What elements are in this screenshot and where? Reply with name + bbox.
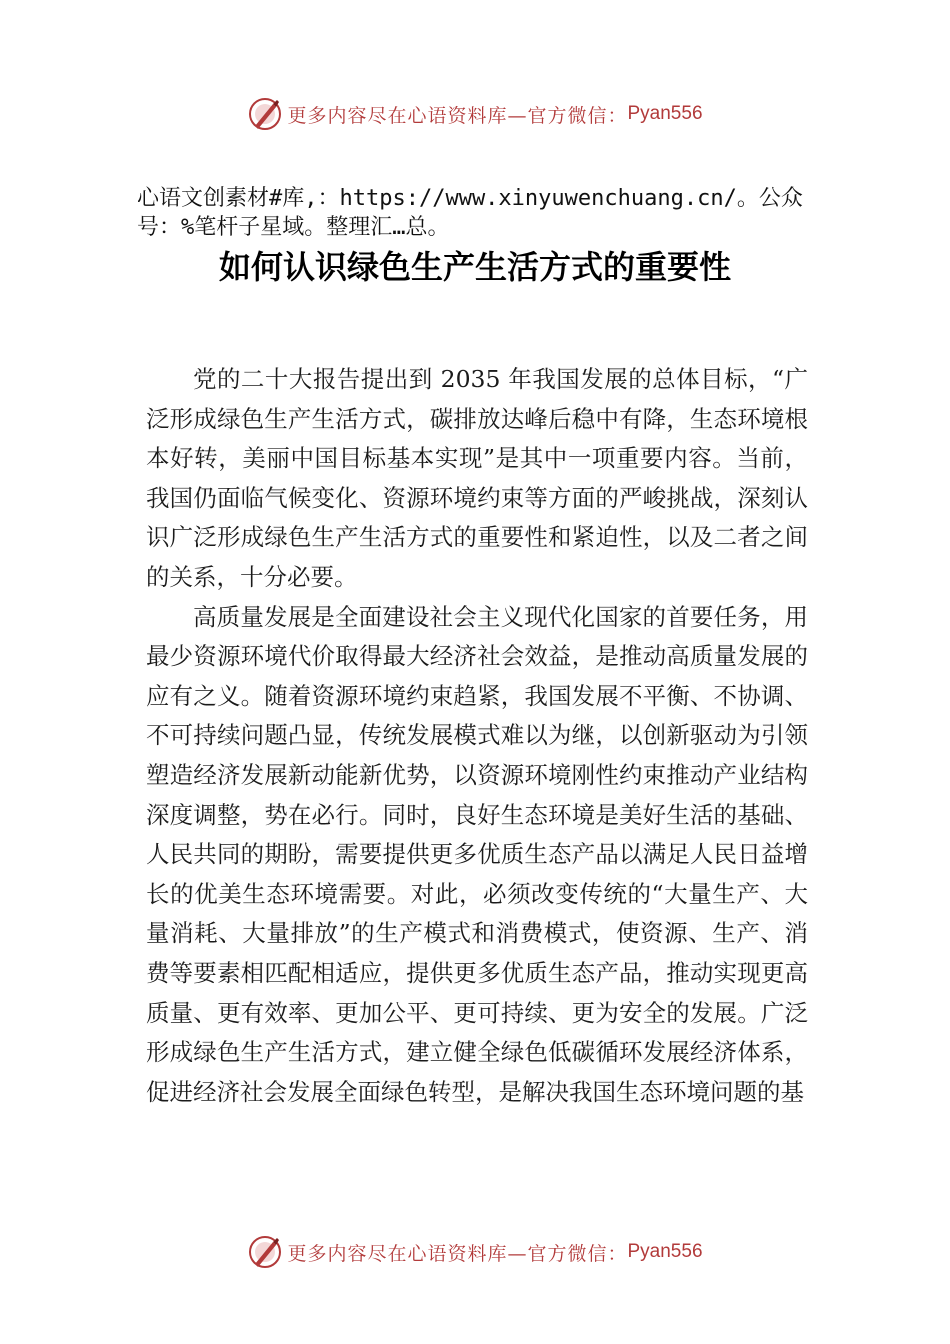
- paragraph: 党的二十大报告提出到 2035 年我国发展的总体目标，“广泛形成绿色生产生活方式，碳排放达峰后稳中有降，生态环境根本好转，美丽中国目标基本实现”是其中一项重要内容。当前，我国仍面临气候变化、资源环境约束等方面的严峻挑战，深刻认识广泛形成绿色生产生活方式的重要性和紧迫性，以及二者之间的关系，十分必要。: [146, 365, 808, 591]
- pen-logo-icon: [247, 96, 283, 132]
- document-body: [146, 360, 808, 1112]
- wechat-id: Pyan556: [627, 103, 703, 124]
- footer-banner: [0, 1232, 950, 1272]
- pen-logo-icon: [247, 1234, 283, 1270]
- banner-text: 更多内容尽在心语资料库—官方微信：: [287, 104, 628, 127]
- document-title: 如何认识绿色生产生活方式的重要性: [218, 248, 731, 286]
- paragraph: 高质量发展是全面建设社会主义现代化国家的首要任务，用最少资源环境代价取得最大经济社会效益，是推动高质量发展的应有之义。随着资源环境约束趋紧，我国发展不平衡、不协调、不可持续问题凸显，传统发展模式难以为继，以创新驱动为引领塑造经济发展新动能新优势，以资源环境刚性约束推动产业结构深度调整，势在必行。同时，良好生态环境是美好生活的基础、人民共同的期盼，需要提供更多优质生态产品以满足人民日益增长的优美生态环境需要。对此，必须改变传统的“大量生产、大量消耗、大量排放”的生产模式和消费模式，使资源、生产、消费等要素相匹配相适应，提供更多优质生态产品，推动实现更高质量、更有效率、更加公平、更可持续、更为安全的发展。广泛形成绿色生产生活方式，建立健全绿色低碳循环发展经济体系，促进经济社会发展全面绿色转型，是解决我国生态环境问题的基: [146, 602, 808, 1106]
- source-note: 心语文创素材#库,：https://www.xinyuwenchuang.cn/。公众号：%笔杆子星域。整理汇…总。: [137, 186, 803, 240]
- wechat-id: Pyan556: [627, 1241, 703, 1262]
- banner-text: 更多内容尽在心语资料库—官方微信：: [287, 1242, 628, 1265]
- header-banner: [0, 94, 950, 134]
